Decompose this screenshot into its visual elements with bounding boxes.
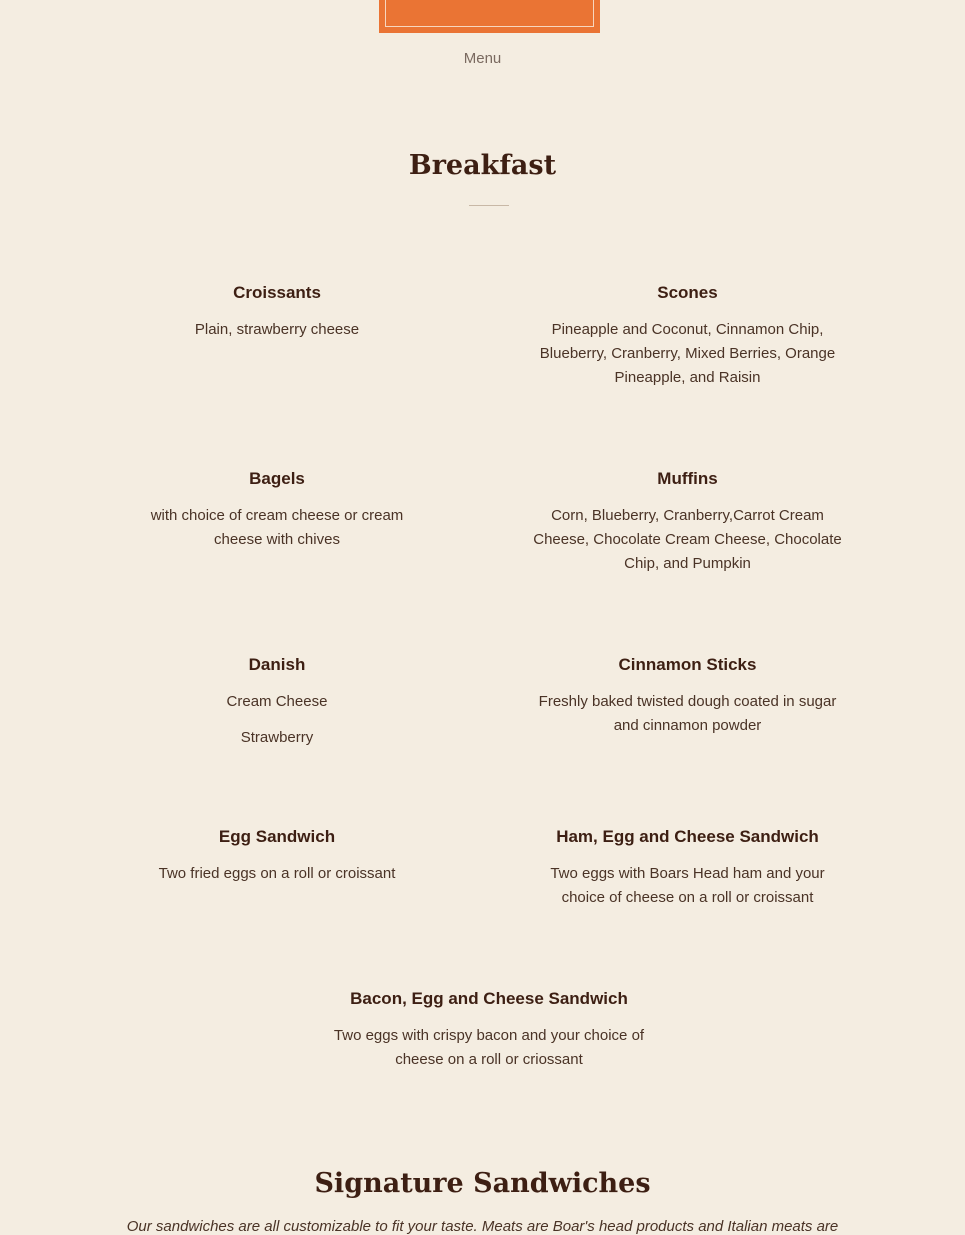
- menu-item: [330, 988, 648, 1072]
- item-name: Bagels: [249, 469, 305, 488]
- item-name: Egg Sandwich: [218, 827, 336, 846]
- item-desc: Strawberry: [240, 729, 314, 746]
- item-desc: Two eggs with crispy bacon and your choice of cheese on a roll or criossant: [333, 1027, 645, 1068]
- item-name: Bacon, Egg and Cheese Sandwich: [350, 989, 628, 1008]
- section-title-breakfast: Breakfast: [408, 150, 557, 181]
- item-name: Danish: [248, 655, 306, 674]
- menu-item: [530, 468, 845, 576]
- item-name: Scones: [657, 283, 718, 302]
- menu-item: [530, 654, 845, 738]
- item-desc: Cream Cheese: [226, 693, 328, 710]
- item-desc: with choice of cream cheese or cream cheese with chives: [150, 507, 404, 548]
- item-desc: Pineapple and Coconut, Cinnamon Chip, Blueberry, Cranberry, Mixed Berries, Orange Pineapple, and Raisin: [539, 321, 836, 386]
- item-desc: Freshly baked twisted dough coated in sugar and cinnamon powder: [538, 693, 837, 734]
- item-desc: Corn, Blueberry, Cranberry,Carrot Cream Cheese, Chocolate Cream Cheese, Chocolate Chip, and Pumpkin: [533, 507, 842, 572]
- menu-item: [140, 826, 414, 886]
- item-name: Croissants: [233, 283, 321, 302]
- item-desc: Plain, strawberry cheese: [194, 321, 360, 338]
- item-desc: Two fried eggs on a roll or croissant: [158, 865, 396, 882]
- item-name: Cinnamon Sticks: [618, 655, 757, 674]
- menu-item: [140, 282, 414, 342]
- item-name: Ham, Egg and Cheese Sandwich: [556, 827, 819, 846]
- nav-menu-link[interactable]: Menu: [463, 50, 502, 67]
- logo[interactable]: [379, 0, 600, 33]
- item-name: Muffins: [657, 469, 718, 488]
- title-divider: [469, 205, 509, 206]
- item-desc: Two eggs with Boars Head ham and your choice of cheese on a roll or croissant: [550, 865, 825, 906]
- menu-item: [140, 468, 414, 552]
- section-title-signature: Signature Sandwiches: [314, 1168, 651, 1199]
- menu-item: [540, 826, 835, 910]
- menu-item: [140, 654, 414, 750]
- signature-intro: Our sandwiches are all customizable to fit your taste. Meats are Boar's head products and Italian meats are: [126, 1218, 839, 1235]
- logo-frame: [385, 0, 594, 27]
- menu-item: [530, 282, 845, 390]
